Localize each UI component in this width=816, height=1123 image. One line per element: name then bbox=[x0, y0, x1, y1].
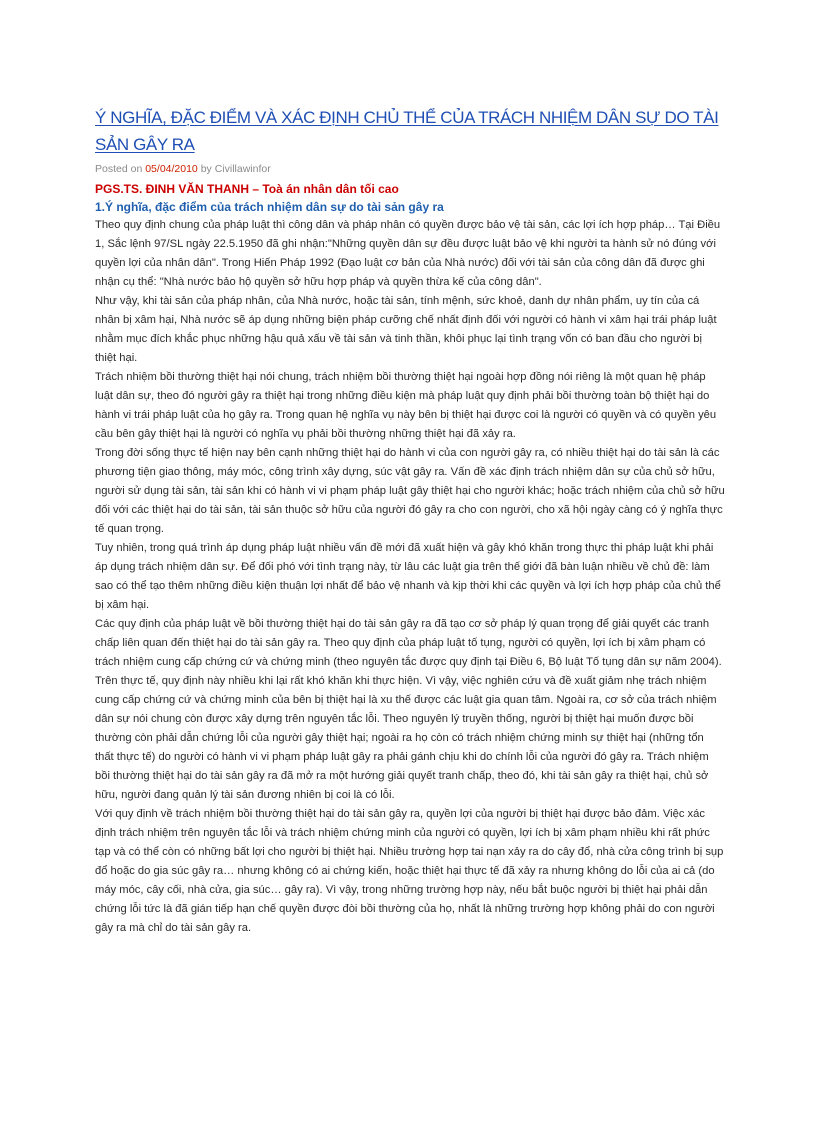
paragraph-6: Các quy định của pháp luật về bồi thường thiệt hại do tài sản gây ra đã tạo cơ sở pháp lý quan trọng để giải quyết các tranh chấp liên quan đến thiệt hại do tài sản gây ra. Theo quy định của pháp luật tố tụng, người có quyền, lợi ích bị xâm phạm có trách nhiệm cung cấp chứng cứ và chứng minh (theo nguyên tắc được quy định tại Điều 6, Bộ luật Tố tụng dân sự năm 2004). Trên thực tế, quy định này nhiều khi lại rất khó khăn khi thực hiện. Vì vậy, việc nghiên cứu và đề xuất giảm nhẹ trách nhiệm cung cấp chứng cứ và chứng minh của bên bị thiệt hại là xu thế được các luật gia quan tâm. Ngoài ra, cơ sở của trách nhiệm dân sự nói chung còn được xây dựng trên nguyên tắc lỗi. Theo nguyên lý truyền thống, người bị thiệt hại muốn được bồi thường còn phải dẫn chứng lỗi của người gây thiệt hại; ngoài ra họ còn có trách nhiệm chứng minh sự thiệt hại (những tổn thất thực tế) do người có hành vi vi phạm pháp luật gây ra phải gánh chịu khi do chính lỗi của người đó gây ra. Trách nhiệm bồi thường thiệt hại do tài sản gây ra đã mở ra một hướng giải quyết tranh chấp, theo đó, khi tài sản gây ra thiệt hại, chủ sở hữu, người đang quản lý tài sản đương nhiên bị coi là có lỗi. bbox=[95, 618, 722, 801]
article-title bbox=[95, 104, 725, 158]
section-heading: 1.Ý nghĩa, đặc điểm của trách nhiệm dân sự do tài sản gây ra bbox=[95, 200, 444, 214]
by-label: by bbox=[200, 163, 212, 175]
paragraph-4: Trong đời sống thực tế hiện nay bên cạnh những thiệt hại do hành vi của con người gây ra, có nhiều thiệt hại do tài sản là các phương tiện giao thông, máy móc, công trình xây dựng, súc vật gây ra. Vấn đề xác định trách nhiệm dân sự của chủ sở hữu, người sử dụng tài sản, tài sản khi có hành vi vi phạm pháp luật gây thiệt hại cho người khác; hoặc trách nhiệm của chủ sở hữu đối với các thiệt hại do tài sản, tài sản thuộc sở hữu của người đó gây ra cho con người, cho xã hội ngày càng có ý nghĩa thực tế quan trọng. bbox=[95, 447, 725, 535]
paragraph-3: Trách nhiệm bồi thường thiệt hại nói chung, trách nhiệm bồi thường thiệt hại ngoài hợp đồng nói riêng là một quan hệ pháp luật dân sự, theo đó người gây ra thiệt hại trong những điều kiện mà pháp luật quy định phải bồi thường toàn bộ thiệt hại do hành vi trái pháp luật của họ gây ra. Trong quan hệ nghĩa vụ này bên bị thiệt hại được coi là người có quyền và có quyền yêu cầu bên gây thiệt hại là người có nghĩa vụ phải bồi thường những thiệt hại đã xảy ra. bbox=[95, 371, 717, 440]
post-author[interactable]: Civillawinfor bbox=[214, 163, 271, 175]
paragraph-7: Với quy định về trách nhiệm bồi thường thiệt hại do tài sản gây ra, quyền lợi của người bị thiệt hại được bảo đảm. Việc xác định trách nhiệm trên nguyên tắc lỗi và trách nhiệm chứng minh của người có quyền, lợi ích bị xâm phạm nhiều khi rất phức tạp và có thể còn có những bất lợi cho người bị thiệt hại. Nhiều trường hợp tai nạn xảy ra do cây đổ, nhà cửa công trình bị sụp đổ hoặc do gia súc gây ra… nhưng không có ai chứng kiến, hoặc thiệt hại thực tế đã xảy ra nhưng không do lỗi của ai cả (do máy móc, cây cối, nhà cửa, gia súc… gây ra). Vì vậy, trong những trường hợp này, nếu bắt buộc người bị thiệt hại phải dẫn chứng lỗi tức là đã gián tiếp hạn chế quyền được đòi bồi thường của họ, nhất là những trường hợp không phải do con người gây ra mà chỉ do tài sản gây ra. bbox=[95, 808, 724, 934]
paragraph-1: Theo quy định chung của pháp luật thì công dân và pháp nhân có quyền được bảo vệ tài sản, các lợi ích hợp pháp… Tại Điều 1, Sắc lệnh 97/SL ngày 22.5.1950 đã ghi nhận:"Những quyền dân sự đều được luật bảo vệ khi người ta hành sử nó đúng với quyền lợi của nhân dân". Trong Hiến Pháp 1992 (Đạo luật cơ bản của Nhà nước) đối với tài sản của công dân đã được ghi nhận cụ thể: "Nhà nước bảo hộ quyền sở hữu hợp pháp và quyền thừa kế của công dân". bbox=[95, 219, 721, 288]
paragraph-2: Như vậy, khi tài sản của pháp nhân, của Nhà nước, hoặc tài sản, tính mệnh, sức khoẻ, danh dự nhân phẩm, uy tín của cá nhân bị xâm hại, Nhà nước sẽ áp dụng những biện pháp cưỡng chế nhất định đối với người có hành vi xâm hại trái pháp luật nhằm mục đích khắc phục những hậu quả xấu về tài sản và tinh thần, khôi phục lại tình trạng vốn có ban đầu cho người bị thiệt hại. bbox=[95, 295, 717, 364]
article bbox=[95, 104, 725, 938]
article-title-link[interactable]: Ý NGHĨA, ĐẶC ĐIỂM VÀ XÁC ĐỊNH CHỦ THỂ CỦA TRÁCH NHIỆM DÂN SỰ DO TÀI SẢN GÂY RA bbox=[95, 108, 719, 154]
posted-label: Posted on bbox=[95, 163, 143, 175]
article-byline: PGS.TS. ĐINH VĂN THANH – Toà án nhân dân tối cao bbox=[95, 182, 399, 196]
post-meta bbox=[95, 161, 725, 177]
paragraph-5: Tuy nhiên, trong quá trình áp dụng pháp luật nhiều vấn đề mới đã xuất hiện và gây khó khăn trong thực thi pháp luật khi phải áp dụng trách nhiệm dân sự. Để đối phó với tình trạng này, từ lâu các luật gia trên thế giới đã bàn luận nhiều về chủ đề: làm sao có thể tạo thêm những điều kiện thuận lợi nhất để bảo vệ nhanh và kịp thời khi các quyền và lợi ích hợp pháp của chủ thể bị xâm hại. bbox=[95, 542, 721, 611]
post-date[interactable]: 05/04/2010 bbox=[145, 163, 198, 175]
